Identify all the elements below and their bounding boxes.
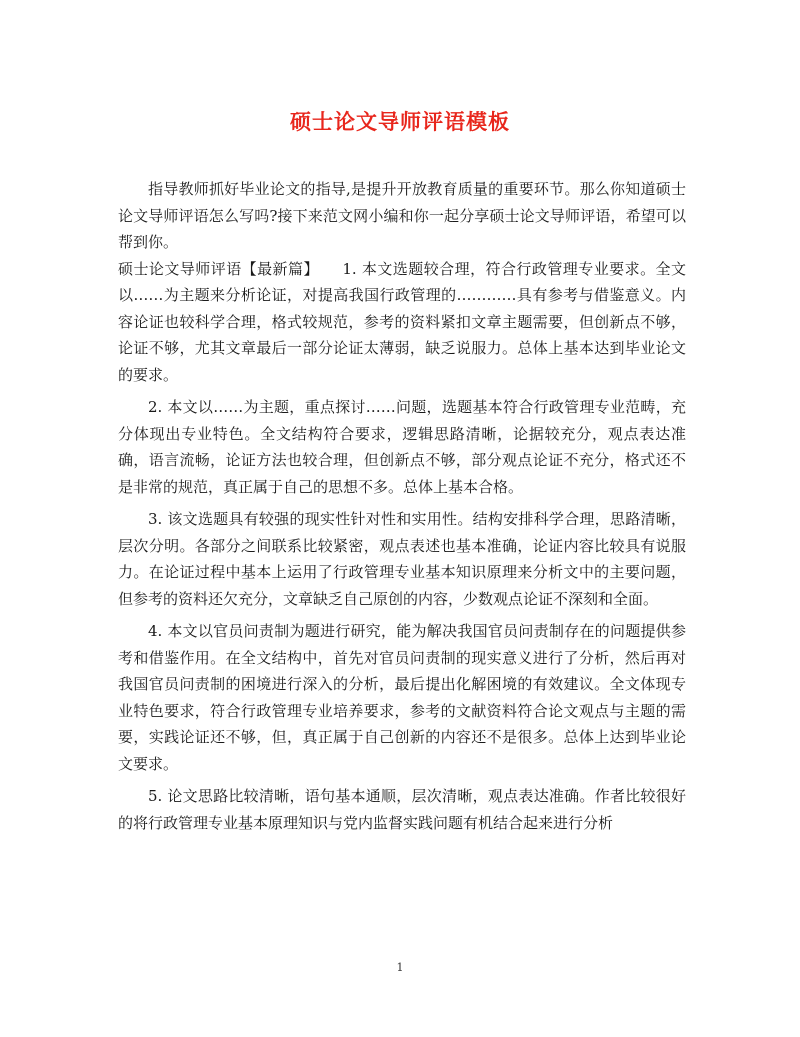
page-number: 1 bbox=[396, 961, 404, 974]
intro-paragraph: 指导教师抓好毕业论文的指导,是提升开放教育质量的重要环节。那么你知道硕士论文导师评语怎么写吗?接下来范文网小编和你一起分享硕士论文导师评语，希望可以帮到你。 bbox=[118, 180, 686, 251]
comment-paragraph-4: 4. 本文以官员问责制为题进行研究，能为解决我国官员问责制存在的问题提供参考和借鉴作用。在全文结构中，首先对官员问责制的现实意义进行了分析，然后再对我国官员问责制的困境进行深入的分析，最后提出化解困境的有效建议。全文体现专业特色要求，符合行政管理专业培养要求，参考的文献资料符合论文观点与主题的需要，实践论证还不够，但，真正属于自己创新的内容还不是很多。总体上达到毕业论文要求。 bbox=[118, 622, 686, 773]
document-body bbox=[118, 176, 686, 842]
comment-paragraph-1: 硕士论文导师评语【最新篇】 1. 本文选题较合理，符合行政管理专业要求。全文以……为主题来分析论证，对提高我国行政管理的…………具有参考与借鉴意义。内容论证也较科学合理，格式较规范，参考的资料紧扣文章主题需要，但创新点不够，论证不够，尤其文章最后一部分论证太薄弱，缺乏说服力。总体上基本达到毕业论文的要求。 bbox=[118, 259, 686, 384]
document-title: 硕士论文导师评语模板 bbox=[290, 109, 510, 134]
comment-paragraph-3: 3. 该文选题具有较强的现实性针对性和实用性。结构安排科学合理，思路清晰，层次分明。各部分之间联系比较紧密，观点表述也基本准确，论证内容比较具有说服力。在论证过程中基本上运用了行政管理专业基本知识原理来分析文中的主要问题，但参考的资料还欠充分，文章缺乏自己原创的内容，少数观点论证不深刻和全面。 bbox=[118, 510, 686, 608]
comment-paragraph-5: 5. 论文思路比较清晰，语句基本通顺，层次清晰，观点表达准确。作者比较很好的将行政管理专业基本原理知识与党内监督实践问题有机结合起来进行分析 bbox=[118, 787, 686, 832]
comment-paragraph-2: 2. 本文以……为主题，重点探讨……问题，选题基本符合行政管理专业范畴，充分体现出专业特色。全文结构符合要求，逻辑思路清晰，论据较充分，观点表达准确，语言流畅，论证方法也较合理，但创新点不够，部分观点论证不充分，格式还不是非常的规范，真正属于自己的思想不多。总体上基本合格。 bbox=[118, 398, 686, 496]
